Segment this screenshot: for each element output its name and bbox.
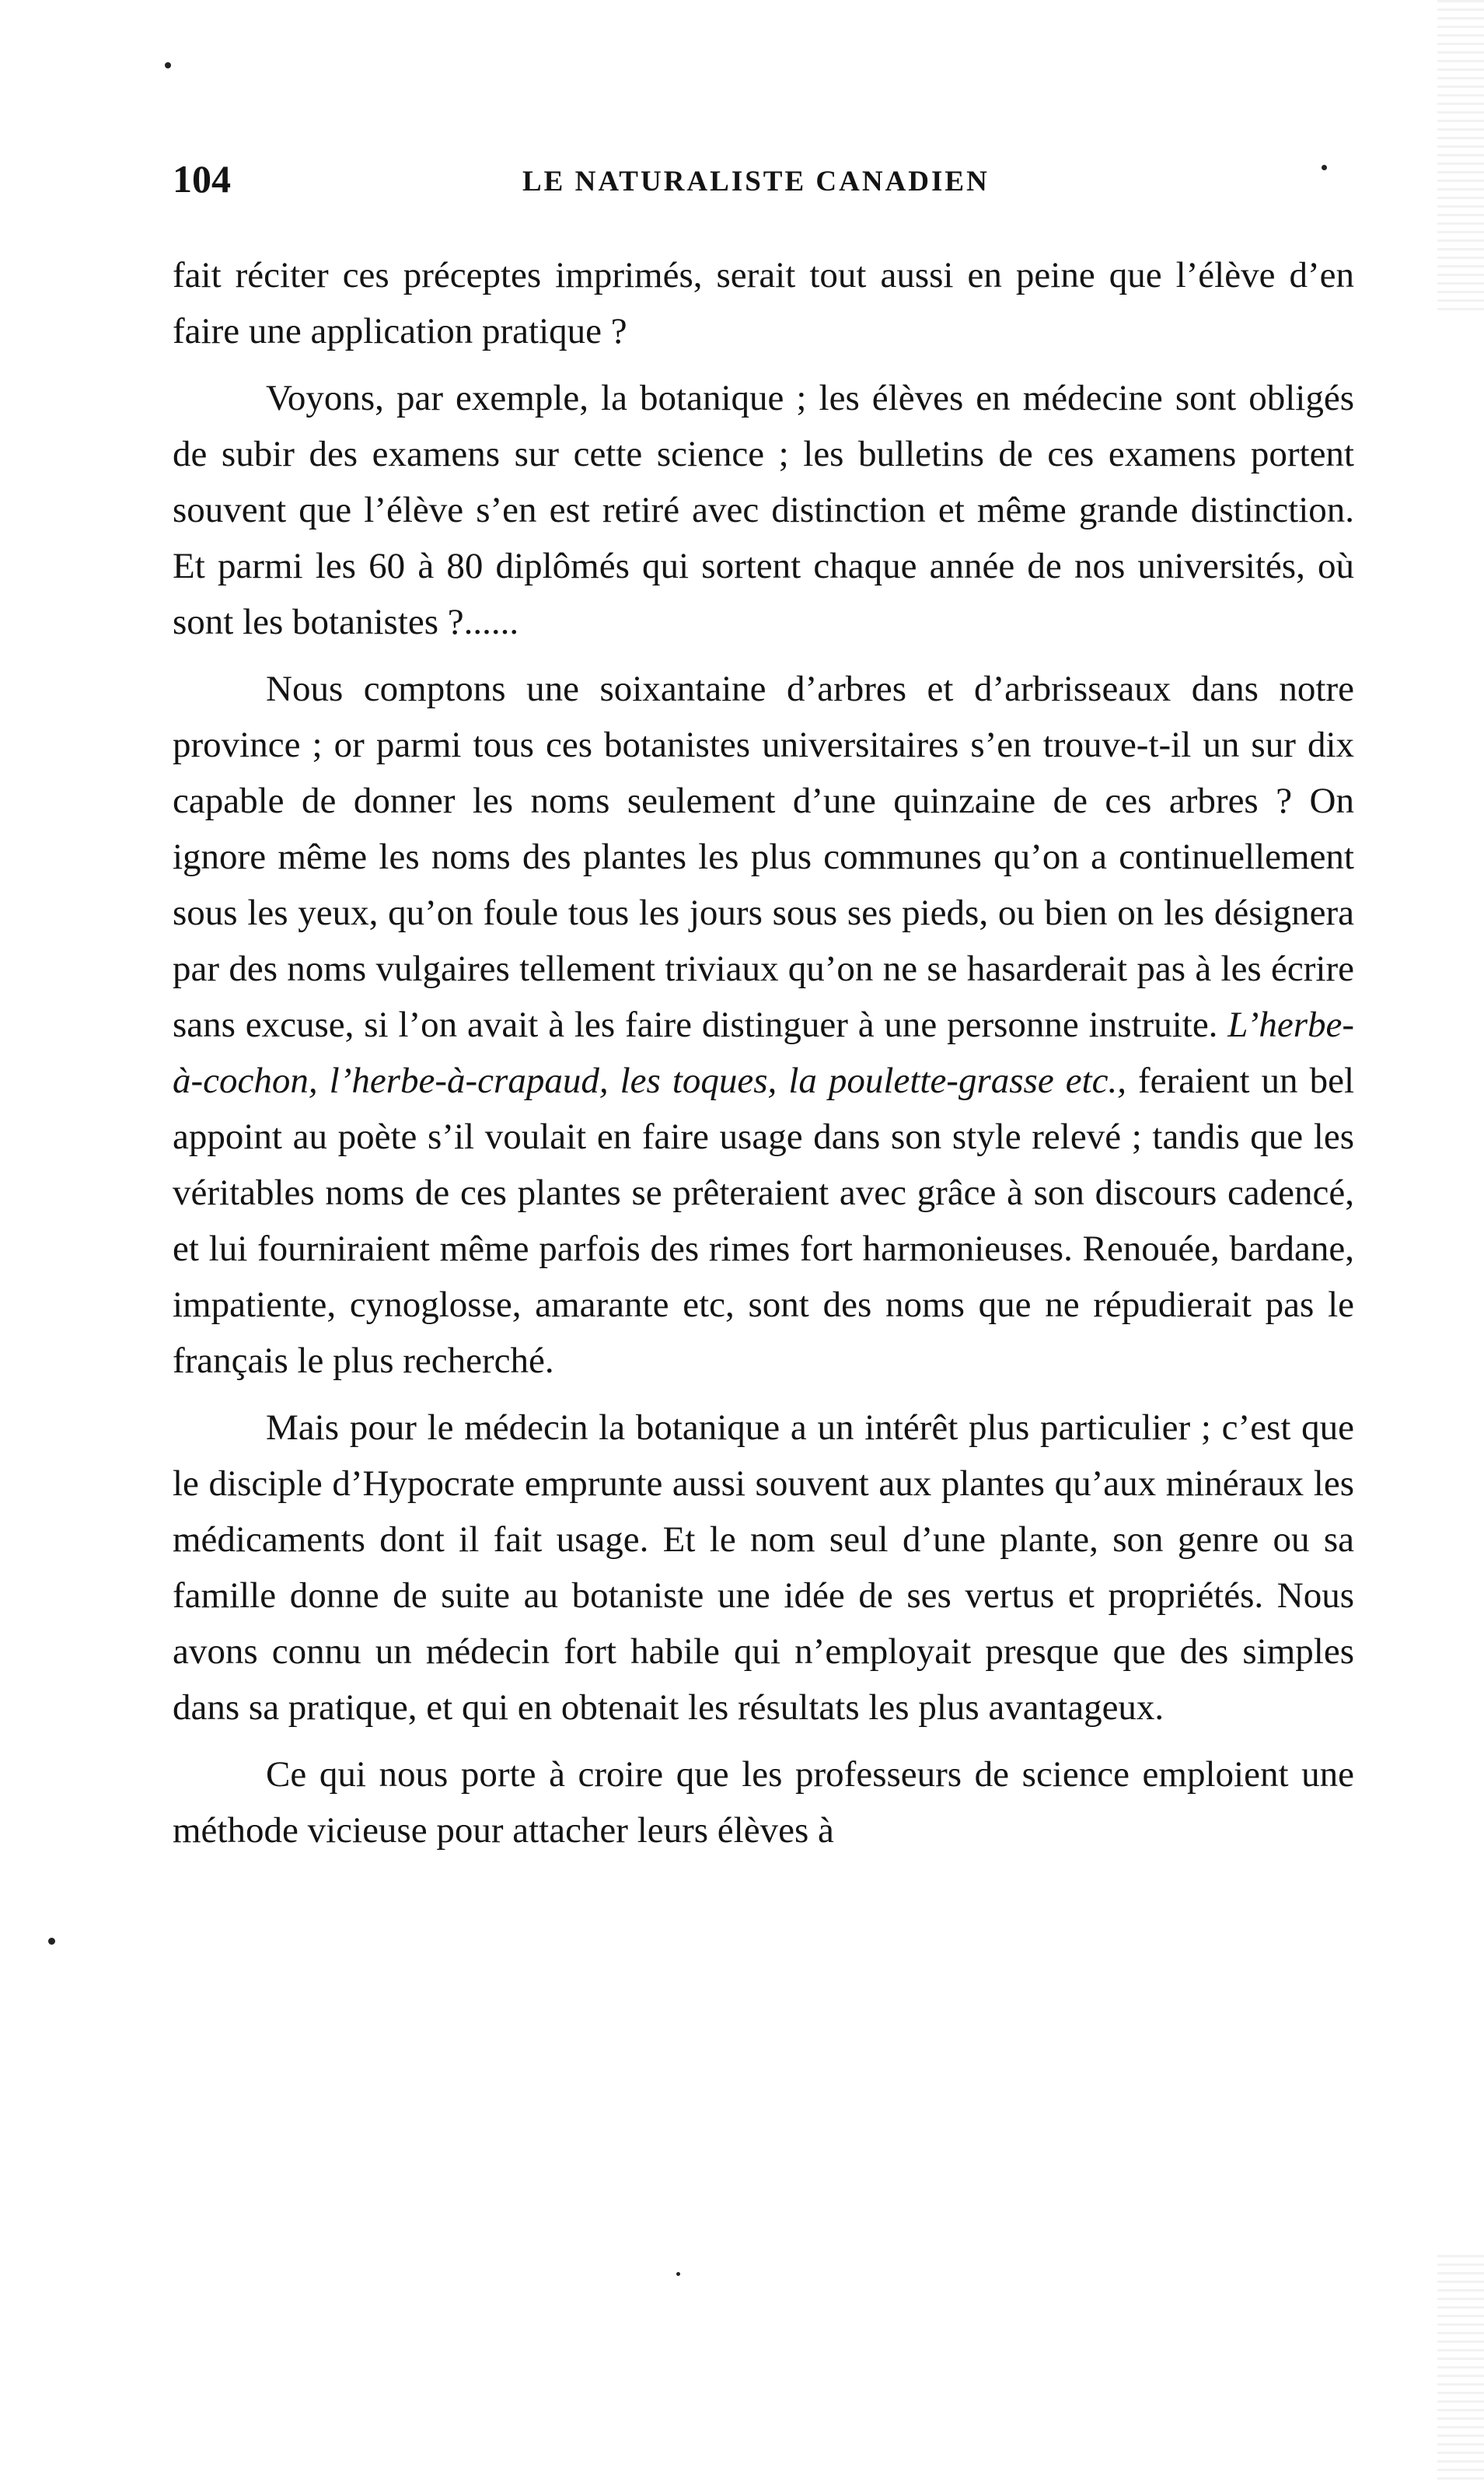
- body-text: [173, 247, 1354, 1869]
- paragraph-3-text-b: feraient un bel appoint au poète s’il voulait en faire usage dans son style relevé ; tandis que les véritables noms de ces plantes se prêteraient avec grâce à son discours cadencé, et lui fourniraient même parfois des rimes fort harmonieuses. Renouée, bardane, impatiente, cynoglosse, amarante etc, sont des noms que ne répudierait pas le français le plus recherché.: [173, 1061, 1355, 1381]
- page-edge-stain: [1437, 2255, 1484, 2482]
- paragraph-3-italic-plant-names: L’herbe-à-cochon, l’herbe-à-crapaud, les toques, la poulette-grasse etc.,: [173, 1005, 1355, 1101]
- page-edge-stain: [1437, 0, 1484, 311]
- paragraph-4: Mais pour le médecin la botanique a un intérêt plus particulier ; c’est que le disciple d’Hypocrate emprunte aussi souvent aux plantes qu’aux minéraux les médicaments dont il fait usage. Et le nom seul d’une plante, son genre ou sa famille donne de suite au botaniste une idée de ses vertus et propriétés. Nous avons connu un médecin fort habile qui n’employait presque que des simples dans sa pratique, et qui en obtenait les résultats les plus avantageux.: [173, 1407, 1354, 1728]
- running-title: LE NATURALISTE CANADIEN: [522, 166, 990, 198]
- paragraph-3-text-a: Nous comptons une soixantaine d’arbres et d’arbrisseaux dans notre province ; or parmi tous ces botanistes universitaires s’en trouve-t-il un sur dix capable de donner les noms seulement d’une quinzaine de ces arbres ? On ignore même les noms des plantes les plus communes qu’on a continuellement sous les yeux, qu’on foule tous les jours sous ses pieds, ou bien on les désignera par des noms vulgaires tellement triviaux qu’on ne se hasarderait pas à les écrire sans excuse, si l’on avait à les faire distinguer à une personne instruite.: [173, 669, 1354, 1045]
- paragraph-1: fait réciter ces préceptes imprimés, serait tout aussi en peine que l’élève d’en faire une application pratique ?: [173, 255, 1354, 351]
- ink-speck: [165, 62, 171, 68]
- paragraph-3: [173, 661, 1354, 1389]
- page-header: [173, 156, 1354, 202]
- paragraph-2: Voyons, par exemple, la botanique ; les élèves en médecine sont obligés de subir des examens sur cette science ; les bulletins de ces examens portent souvent que l’élève s’en est retiré avec distinction et même grande distinction. Et parmi les 60 à 80 diplômés qui sortent chaque année de nos universités, où sont les botanistes ?......: [173, 378, 1354, 642]
- ink-speck: [48, 1938, 55, 1945]
- paragraph-5: Ce qui nous porte à croire que les professeurs de science emploient une méthode vicieuse pour attacher leurs élèves à: [173, 1754, 1354, 1851]
- ink-speck: [676, 2272, 680, 2276]
- page-number: 104: [173, 157, 231, 201]
